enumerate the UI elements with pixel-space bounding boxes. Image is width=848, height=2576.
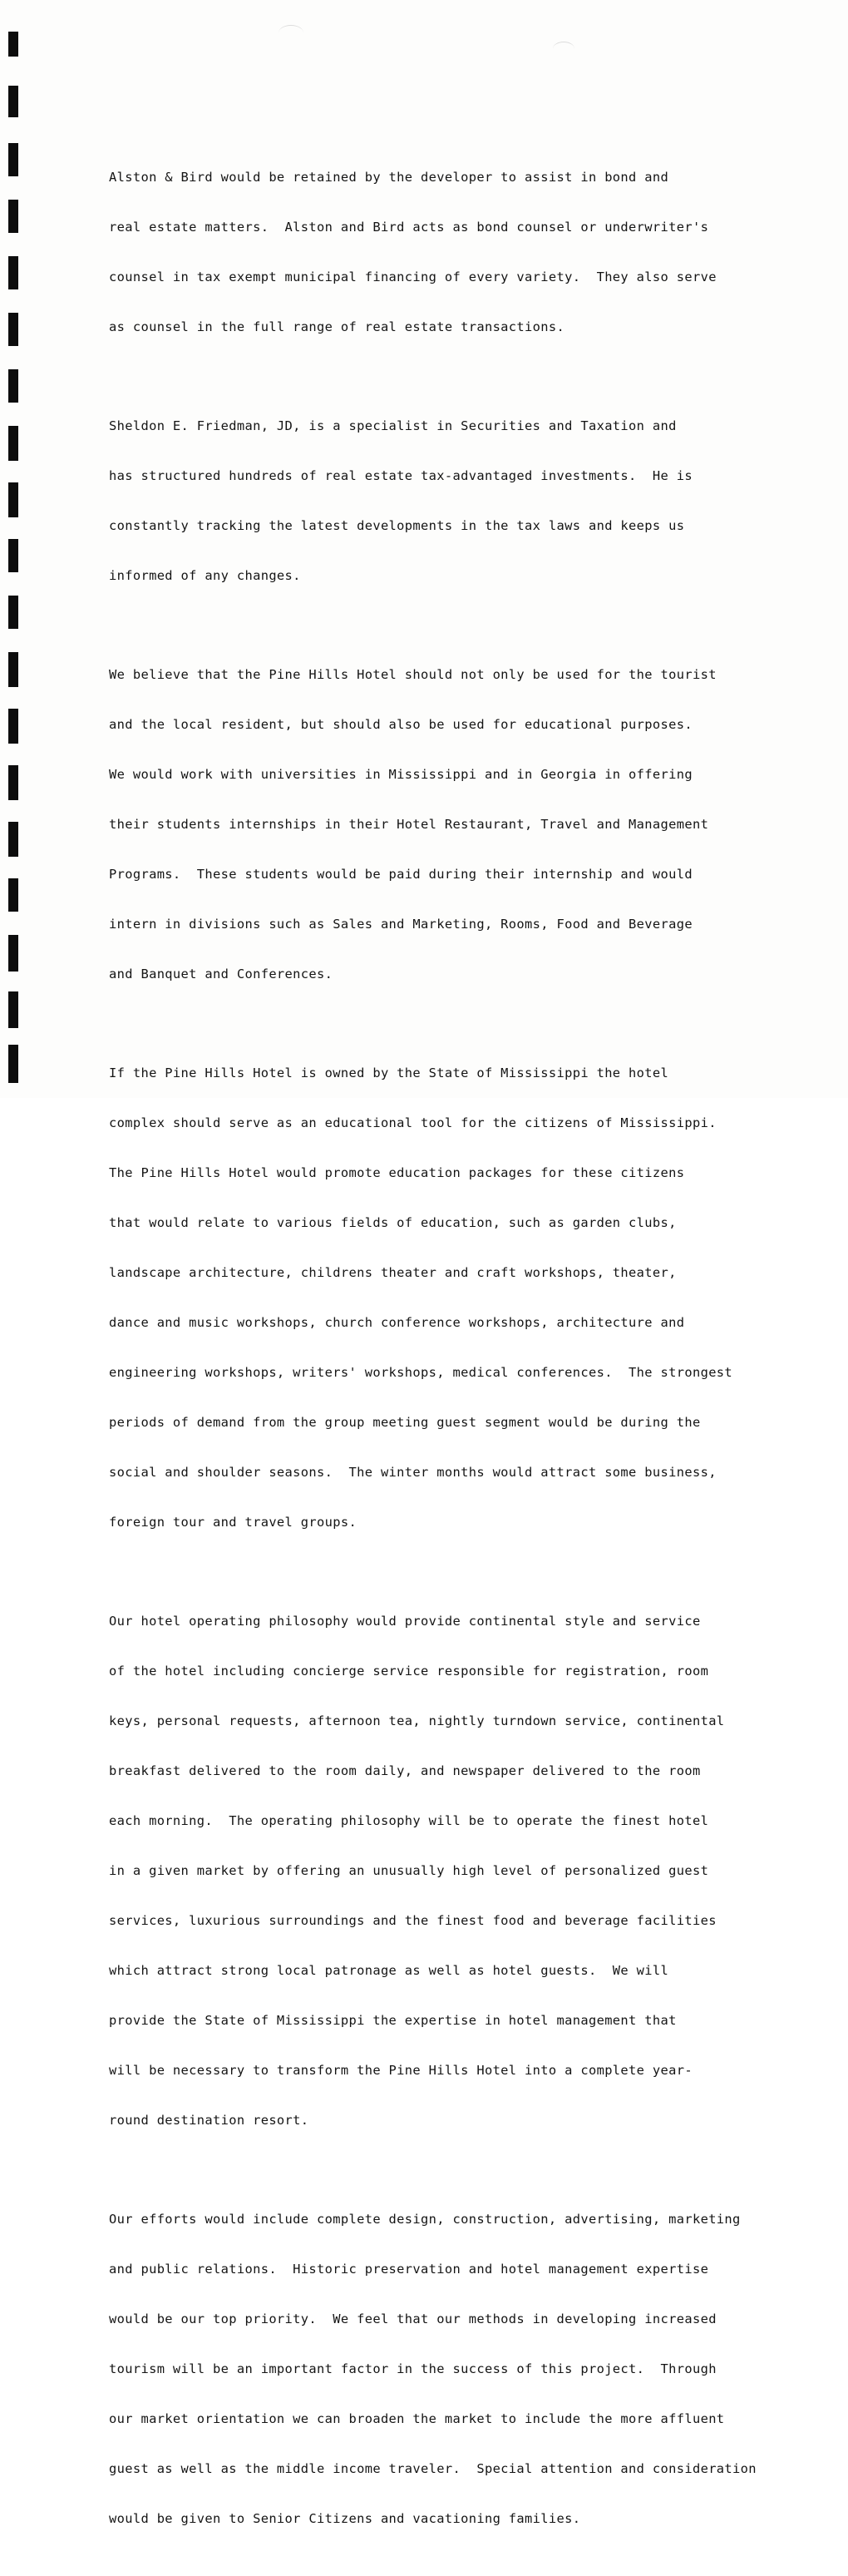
text-line: Sheldon E. Friedman, JD, is a specialist in Securities and Taxation and <box>109 418 677 433</box>
binding-punch-holes <box>0 0 33 1098</box>
text-line: If the Pine Hills Hotel is owned by the State of Mississippi the hotel <box>109 1066 669 1080</box>
text-line: breakfast delivered to the room daily, and newspaper delivered to the room <box>109 1763 701 1778</box>
text-line: of the hotel including concierge service responsible for registration, room <box>109 1664 709 1679</box>
text-line: We would work with universities in Mississippi and in Georgia in offering <box>109 767 693 782</box>
text-line: dance and music workshops, church conference workshops, architecture and <box>109 1315 685 1330</box>
punch-hole <box>8 1045 18 1083</box>
paragraph-friedman <box>109 384 791 617</box>
text-line: as counsel in the full range of real estate transactions. <box>109 319 565 334</box>
punch-hole <box>8 596 18 629</box>
text-line: and Banquet and Conferences. <box>109 967 333 981</box>
text-line: which attract strong local patronage as well as hotel guests. We will <box>109 1963 669 1978</box>
text-line: and public relations. Historic preservation and hotel management expertise <box>109 2262 709 2277</box>
text-line: that would relate to various fields of education, such as garden clubs, <box>109 1215 677 1230</box>
punch-hole <box>8 878 18 912</box>
text-line: has structured hundreds of real estate tax-advantaged investments. He is <box>109 468 693 483</box>
text-line: landscape architecture, childrens theater and craft workshops, theater, <box>109 1265 677 1280</box>
punch-hole <box>8 426 18 461</box>
paper-mark <box>553 42 574 56</box>
punch-hole <box>8 765 18 800</box>
punch-hole <box>8 143 18 176</box>
text-line: periods of demand from the group meeting guest segment would be during the <box>109 1415 701 1430</box>
text-line: Alston & Bird would be retained by the developer to assist in bond and <box>109 170 669 185</box>
punch-hole <box>8 32 18 57</box>
text-line: in a given market by offering an unusually high level of personalized guest <box>109 1863 709 1878</box>
text-line: counsel in tax exempt municipal financing of every variety. They also serve <box>109 269 717 284</box>
punch-hole <box>8 256 18 289</box>
punch-hole <box>8 539 18 572</box>
text-line: provide the State of Mississippi the expertise in hotel management that <box>109 2013 677 2028</box>
text-line: Our hotel operating philosophy would provide continental style and service <box>109 1614 701 1629</box>
punch-hole <box>8 200 18 233</box>
paragraph-efforts <box>109 2178 791 2560</box>
text-line: foreign tour and travel groups. <box>109 1515 357 1530</box>
paragraph-state-ownership <box>109 1031 791 1564</box>
text-line: services, luxurious surroundings and the finest food and beverage facilities <box>109 1913 717 1928</box>
text-line: social and shoulder seasons. The winter months would attract some business, <box>109 1465 717 1480</box>
text-line: and the local resident, but should also be used for educational purposes. <box>109 717 693 732</box>
paragraph-operating-philosophy <box>109 1580 791 2162</box>
text-line: each morning. The operating philosophy will be to operate the finest hotel <box>109 1813 709 1828</box>
text-line: constantly tracking the latest developments in the tax laws and keeps us <box>109 518 685 533</box>
text-line: intern in divisions such as Sales and Marketing, Rooms, Food and Beverage <box>109 917 693 932</box>
text-line: round destination resort. <box>109 2113 309 2128</box>
punch-hole <box>8 313 18 346</box>
text-line: their students internships in their Hotel Restaurant, Travel and Management <box>109 817 709 832</box>
text-line: keys, personal requests, afternoon tea, nightly turndown service, continental <box>109 1713 725 1728</box>
text-line: complex should serve as an educational tool for the citizens of Mississippi. <box>109 1115 717 1130</box>
paragraph-alston-bird <box>109 136 791 368</box>
paragraph-educational-purposes <box>109 633 791 1016</box>
text-line: tourism will be an important factor in the success of this project. Through <box>109 2361 717 2376</box>
text-line: engineering workshops, writers' workshops, medical conferences. The strongest <box>109 1365 733 1380</box>
text-line: The Pine Hills Hotel would promote education packages for these citizens <box>109 1165 685 1180</box>
punch-hole <box>8 652 18 687</box>
punch-hole <box>8 86 18 117</box>
text-line: guest as well as the middle income traveler. Special attention and consideration <box>109 2461 757 2476</box>
punch-hole <box>8 991 18 1028</box>
punch-hole <box>8 709 18 744</box>
text-line: real estate matters. Alston and Bird acts as bond counsel or underwriter's <box>109 220 709 235</box>
text-line: We believe that the Pine Hills Hotel should not only be used for the tourist <box>109 667 717 682</box>
text-line: our market orientation we can broaden the market to include the more affluent <box>109 2411 725 2426</box>
punch-hole <box>8 935 18 972</box>
punch-hole <box>8 482 18 517</box>
text-line: informed of any changes. <box>109 568 301 583</box>
text-line: Our efforts would include complete design, construction, advertising, marketing <box>109 2212 741 2227</box>
punch-hole <box>8 822 18 857</box>
punch-hole <box>8 369 18 403</box>
text-line: will be necessary to transform the Pine Hills Hotel into a complete year- <box>109 2063 693 2078</box>
text-line: would be our top priority. We feel that our methods in developing increased <box>109 2311 717 2326</box>
text-line: Programs. These students would be paid during their internship and would <box>109 867 693 882</box>
document-body <box>109 136 791 2576</box>
paper-mark <box>279 25 303 41</box>
text-line: would be given to Senior Citizens and vacationing families. <box>109 2511 581 2526</box>
